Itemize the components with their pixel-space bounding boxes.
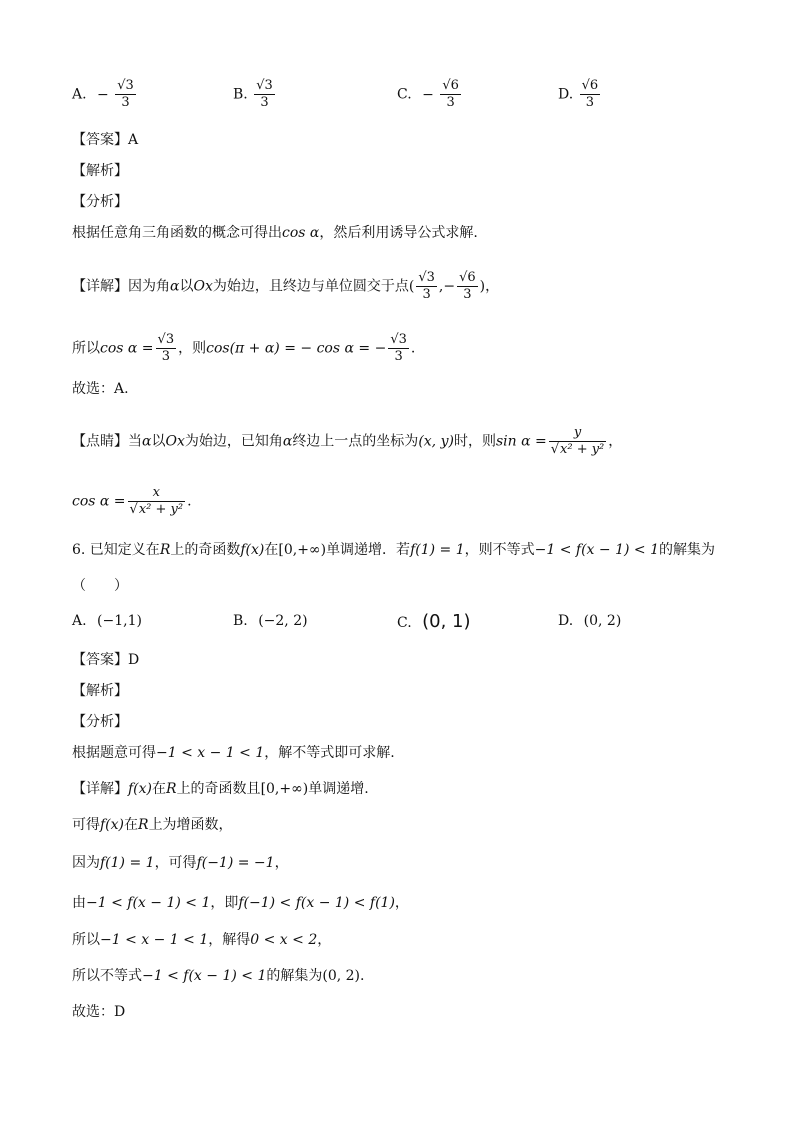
math-expr: [0,+∞)	[260, 781, 309, 797]
option-value: (−1,1)	[97, 613, 142, 629]
math-expr: cos(π + α) = − cos α = −	[206, 340, 387, 357]
math-expr: 0 < x < 2	[250, 932, 318, 948]
so-fraction	[388, 332, 409, 365]
text: ，然后利用诱导公式求解.	[319, 225, 478, 241]
q5-option-a	[72, 78, 138, 111]
text: 为始边，且终边与单位圆交于点	[212, 278, 409, 295]
option-fraction	[115, 78, 136, 111]
point-fraction	[416, 270, 437, 303]
math-expr: cos α =	[72, 493, 126, 510]
text: 【详解】因为角	[72, 278, 170, 295]
math-symbol: (	[408, 278, 415, 295]
math-var: α	[142, 433, 152, 450]
math-expr: f(−1) < f(x − 1) < f(1)	[238, 895, 395, 911]
q6-option-a	[72, 613, 142, 629]
q6-option-d	[558, 613, 621, 629]
option-fraction	[580, 78, 601, 111]
q5-detail	[72, 270, 499, 303]
q6-option-b	[233, 613, 308, 629]
option-label: C.	[397, 86, 412, 103]
fraction-denominator: 3	[254, 94, 275, 111]
text: ，	[317, 932, 332, 948]
math-symbol: )，	[479, 278, 500, 295]
text: ，	[608, 433, 623, 450]
q6-stem	[72, 540, 715, 560]
text: 可得	[72, 817, 100, 833]
fraction-numerator: √6	[442, 78, 459, 93]
fraction-denominator: 3	[457, 286, 478, 303]
math-expr: f(x)	[128, 781, 153, 797]
fraction-denominator: 3	[388, 348, 409, 365]
text: 所以不等式	[72, 968, 142, 984]
text: ，则不等式	[464, 542, 535, 558]
math-var: α	[282, 433, 293, 450]
text: 所以	[72, 932, 100, 948]
q6-fenxi-text	[72, 743, 395, 763]
text: 上的奇函数且	[176, 781, 261, 797]
option-value: (−2, 2)	[258, 613, 308, 629]
math-expr: −1 < f(x − 1) < 1	[142, 968, 267, 984]
option-label: A.	[72, 613, 87, 629]
q6-detail-1	[72, 779, 369, 799]
q6-detail-4	[72, 893, 409, 913]
text: 的解集为	[266, 968, 323, 984]
fraction-numerator: √3	[157, 332, 175, 347]
point-fraction	[457, 270, 478, 303]
math-expr: f(x)	[100, 817, 125, 833]
math-symbol: ,−	[438, 278, 456, 295]
option-label: C.	[397, 615, 412, 631]
q5-so-line	[72, 332, 415, 365]
fraction-denominator: √x² + y²	[550, 442, 605, 457]
sin-fraction	[549, 425, 607, 458]
math-expr: cos α =	[100, 340, 154, 357]
text: ，解不等式即可求解.	[264, 745, 395, 761]
text: 的解集为	[658, 542, 715, 558]
text: 为始边，已知角	[184, 433, 283, 450]
text: ，	[274, 855, 289, 871]
text: 以	[179, 278, 194, 295]
fraction-denominator: 3	[440, 94, 461, 111]
q6-detail-5	[72, 930, 331, 950]
math-expr: (0, 2)	[322, 968, 360, 984]
text: 单调递增．若	[326, 542, 411, 558]
text: 在	[152, 781, 167, 797]
text: ，	[394, 895, 409, 911]
q5-dianjing-cos	[72, 485, 192, 518]
text: 在	[124, 817, 139, 833]
sqrt-radicand: x² + y²	[560, 442, 605, 457]
text: ，即	[210, 895, 239, 911]
option-value: (0, 2)	[583, 613, 622, 629]
option-sign: −	[97, 86, 109, 103]
text: .	[187, 493, 192, 510]
fraction-numerator: √3	[390, 332, 407, 347]
fraction-numerator: √3	[256, 78, 273, 93]
option-sign: −	[422, 86, 434, 103]
text: 根据任意角三角函数的概念可得出	[72, 225, 282, 241]
q6-detail-6	[72, 966, 364, 986]
text: 所以	[72, 340, 100, 357]
math-expr: (x, y)	[418, 433, 454, 450]
text: 以	[151, 433, 166, 450]
fraction-numerator: √3	[117, 78, 134, 93]
math-expr: f(x)	[240, 542, 265, 558]
q6-analysis-heading: 【解析】	[72, 683, 128, 699]
text: ，可得	[154, 855, 197, 871]
option-value: (0, 1)	[422, 611, 471, 632]
math-expr: [0,+∞)	[278, 542, 327, 558]
fraction-denominator: 3	[115, 94, 136, 111]
q6-detail-2	[72, 815, 233, 835]
q5-fenxi-text	[72, 223, 478, 243]
sqrt-radicand: x² + y²	[138, 502, 184, 517]
math-expr: −1 < x − 1 < 1	[156, 745, 265, 761]
fraction-denominator: 3	[416, 286, 437, 303]
text: 6. 已知定义在	[72, 542, 160, 558]
q5-option-b	[233, 78, 277, 111]
option-fraction	[254, 78, 275, 111]
math-expr: f(−1) = −1	[196, 855, 275, 871]
option-label: A.	[72, 86, 87, 103]
text: 根据题意可得	[72, 745, 156, 761]
math-var: Ox	[165, 433, 185, 450]
math-expr: −1 < x − 1 < 1	[100, 932, 209, 948]
q6-stem-paren: （ ）	[72, 578, 128, 594]
q5-choose: 故选：A.	[72, 381, 129, 397]
q6-detail-3	[72, 853, 289, 873]
math-var: Ox	[193, 278, 213, 295]
math-expr: cos α	[282, 225, 320, 241]
q6-option-c	[397, 611, 471, 632]
fraction-denominator: √x² + y²	[129, 502, 184, 517]
math-expr: f(1) = 1	[410, 542, 465, 558]
math-var: R	[138, 817, 149, 833]
text: 终边上一点的坐标为	[292, 433, 419, 450]
q5-fenxi-heading: 【分析】	[72, 194, 128, 210]
fraction-numerator: √3	[418, 270, 435, 285]
text: 时，则	[453, 433, 496, 450]
option-fraction	[440, 78, 461, 111]
text: 单调递增.	[308, 781, 369, 797]
fraction-numerator: √6	[459, 270, 476, 285]
text: 【详解】	[72, 781, 128, 797]
text: .	[410, 340, 416, 357]
math-expr: f(1) = 1	[100, 855, 155, 871]
math-var: α	[170, 278, 180, 295]
text: ，则	[178, 340, 207, 357]
q6-choose: 故选：D	[72, 1004, 126, 1020]
option-label: D.	[558, 86, 574, 103]
text: 上为增函数，	[148, 817, 233, 833]
q5-answer: 【答案】A	[72, 132, 139, 148]
fraction-denominator: 3	[580, 94, 601, 111]
text: .	[360, 968, 365, 984]
math-var: R	[166, 781, 177, 797]
cos-fraction	[128, 485, 186, 518]
math-expr: −1 < f(x − 1) < 1	[534, 542, 659, 558]
q6-answer: 【答案】D	[72, 652, 140, 668]
math-expr: sin α =	[495, 433, 547, 450]
q5-dianjing	[72, 425, 622, 458]
q5-option-c	[397, 78, 463, 111]
fraction-numerator: y	[573, 425, 582, 440]
fraction-denominator: 3	[156, 348, 177, 365]
option-label: B.	[233, 613, 248, 629]
text: 由	[72, 895, 86, 911]
text: ，解得	[208, 932, 251, 948]
text: 因为	[72, 855, 100, 871]
text: 上的奇函数	[170, 542, 241, 558]
option-label: D.	[558, 613, 574, 629]
text: 【点睛】当	[72, 433, 142, 450]
fraction-numerator: x	[152, 485, 160, 500]
fraction-numerator: √6	[581, 78, 599, 93]
q6-fenxi-heading: 【分析】	[72, 714, 128, 730]
q5-option-d	[558, 78, 602, 111]
option-label: B.	[233, 86, 248, 103]
math-var: R	[159, 542, 171, 558]
q5-analysis-heading: 【解析】	[72, 163, 128, 179]
text: 在	[264, 542, 279, 558]
math-expr: −1 < f(x − 1) < 1	[86, 895, 211, 911]
so-fraction	[156, 332, 177, 365]
